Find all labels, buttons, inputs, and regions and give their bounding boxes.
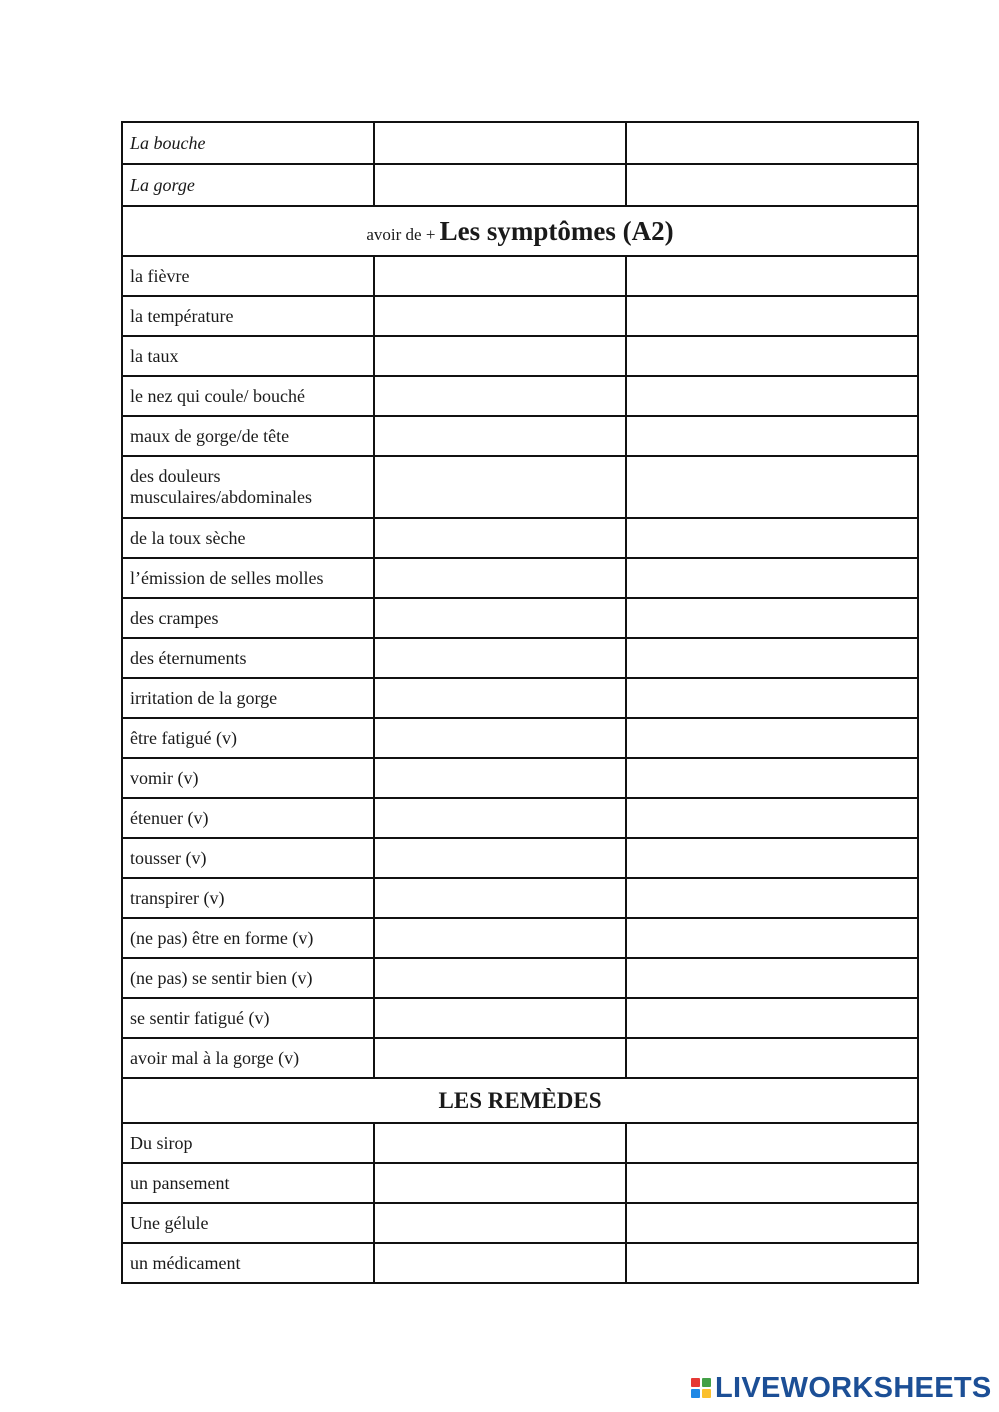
term-cell: des crampes bbox=[122, 598, 374, 638]
answer-cell[interactable] bbox=[626, 296, 918, 336]
answer-cell[interactable] bbox=[626, 1243, 918, 1283]
answer-cell[interactable] bbox=[626, 518, 918, 558]
term-cell: un médicament bbox=[122, 1243, 374, 1283]
answer-cell[interactable] bbox=[626, 878, 918, 918]
term-cell: vomir (v) bbox=[122, 758, 374, 798]
term-cell: irritation de la gorge bbox=[122, 678, 374, 718]
answer-cell[interactable] bbox=[626, 1203, 918, 1243]
answer-cell[interactable] bbox=[374, 1123, 626, 1163]
answer-cell[interactable] bbox=[626, 998, 918, 1038]
answer-cell[interactable] bbox=[626, 122, 918, 164]
answer-cell[interactable] bbox=[626, 678, 918, 718]
answer-cell[interactable] bbox=[374, 958, 626, 998]
term-cell: Une gélule bbox=[122, 1203, 374, 1243]
answer-cell[interactable] bbox=[374, 598, 626, 638]
symptoms-title: Les symptômes (A2) bbox=[439, 215, 674, 246]
answer-cell[interactable] bbox=[626, 798, 918, 838]
answer-cell[interactable] bbox=[374, 718, 626, 758]
remedies-header-row bbox=[122, 1078, 918, 1123]
answer-cell[interactable] bbox=[626, 336, 918, 376]
liveworksheets-logo bbox=[691, 1371, 992, 1405]
answer-cell[interactable] bbox=[374, 678, 626, 718]
term-cell: étenuer (v) bbox=[122, 798, 374, 838]
table-row bbox=[122, 164, 918, 206]
answer-cell[interactable] bbox=[374, 1243, 626, 1283]
answer-cell[interactable] bbox=[626, 1038, 918, 1078]
term-cell: se sentir fatigué (v) bbox=[122, 998, 374, 1038]
answer-cell[interactable] bbox=[626, 164, 918, 206]
symptoms-prefix: avoir de + bbox=[366, 224, 440, 244]
answer-cell[interactable] bbox=[374, 256, 626, 296]
answer-cell[interactable] bbox=[626, 558, 918, 598]
answer-cell[interactable] bbox=[374, 878, 626, 918]
answer-cell[interactable] bbox=[626, 918, 918, 958]
answer-cell[interactable] bbox=[374, 918, 626, 958]
term-cell: avoir mal à la gorge (v) bbox=[122, 1038, 374, 1078]
term-cell: la température bbox=[122, 296, 374, 336]
term-cell: (ne pas) être en forme (v) bbox=[122, 918, 374, 958]
term-cell: La bouche bbox=[122, 122, 374, 164]
answer-cell[interactable] bbox=[626, 256, 918, 296]
term-cell: des douleurs musculaires/abdominales bbox=[122, 456, 374, 518]
remedies-title: LES REMÈDES bbox=[438, 1087, 602, 1113]
term-cell: de la toux sèche bbox=[122, 518, 374, 558]
term-cell: transpirer (v) bbox=[122, 878, 374, 918]
answer-cell[interactable] bbox=[374, 638, 626, 678]
answer-cell[interactable] bbox=[626, 376, 918, 416]
answer-cell[interactable] bbox=[374, 558, 626, 598]
answer-cell[interactable] bbox=[374, 416, 626, 456]
liveworksheets-icon bbox=[691, 1378, 711, 1398]
vocabulary-table bbox=[121, 121, 919, 1284]
term-cell: La gorge bbox=[122, 164, 374, 206]
answer-cell[interactable] bbox=[374, 1163, 626, 1203]
answer-cell[interactable] bbox=[374, 296, 626, 336]
answer-cell[interactable] bbox=[374, 998, 626, 1038]
brand-name: LIVEWORKSHEETS bbox=[715, 1371, 992, 1404]
term-cell: être fatigué (v) bbox=[122, 718, 374, 758]
term-cell: (ne pas) se sentir bien (v) bbox=[122, 958, 374, 998]
logo-square bbox=[702, 1378, 711, 1387]
answer-cell[interactable] bbox=[626, 638, 918, 678]
answer-cell[interactable] bbox=[626, 838, 918, 878]
answer-cell[interactable] bbox=[374, 336, 626, 376]
remedies-header bbox=[122, 1078, 918, 1123]
symptoms-header-row bbox=[122, 206, 918, 256]
answer-cell[interactable] bbox=[374, 798, 626, 838]
answer-cell[interactable] bbox=[626, 1123, 918, 1163]
answer-cell[interactable] bbox=[626, 758, 918, 798]
answer-cell[interactable] bbox=[374, 758, 626, 798]
term-cell: un pansement bbox=[122, 1163, 374, 1203]
answer-cell[interactable] bbox=[374, 1203, 626, 1243]
answer-cell[interactable] bbox=[626, 416, 918, 456]
term-cell: tousser (v) bbox=[122, 838, 374, 878]
term-cell: la fièvre bbox=[122, 256, 374, 296]
table-row bbox=[122, 122, 918, 164]
answer-cell[interactable] bbox=[374, 518, 626, 558]
answer-cell[interactable] bbox=[374, 838, 626, 878]
answer-cell[interactable] bbox=[374, 122, 626, 164]
answer-cell[interactable] bbox=[626, 958, 918, 998]
answer-cell[interactable] bbox=[626, 718, 918, 758]
term-cell: l’émission de selles molles bbox=[122, 558, 374, 598]
logo-square bbox=[691, 1378, 700, 1387]
answer-cell[interactable] bbox=[374, 1038, 626, 1078]
logo-square bbox=[702, 1389, 711, 1398]
logo-square bbox=[691, 1389, 700, 1398]
answer-cell[interactable] bbox=[374, 456, 626, 518]
term-cell: le nez qui coule/ bouché bbox=[122, 376, 374, 416]
symptoms-header bbox=[122, 206, 918, 256]
term-cell: des éternuments bbox=[122, 638, 374, 678]
answer-cell[interactable] bbox=[626, 1163, 918, 1203]
answer-cell[interactable] bbox=[626, 456, 918, 518]
answer-cell[interactable] bbox=[626, 598, 918, 638]
term-cell: la taux bbox=[122, 336, 374, 376]
answer-cell[interactable] bbox=[374, 164, 626, 206]
term-cell: Du sirop bbox=[122, 1123, 374, 1163]
term-cell: maux de gorge/de tête bbox=[122, 416, 374, 456]
answer-cell[interactable] bbox=[374, 376, 626, 416]
